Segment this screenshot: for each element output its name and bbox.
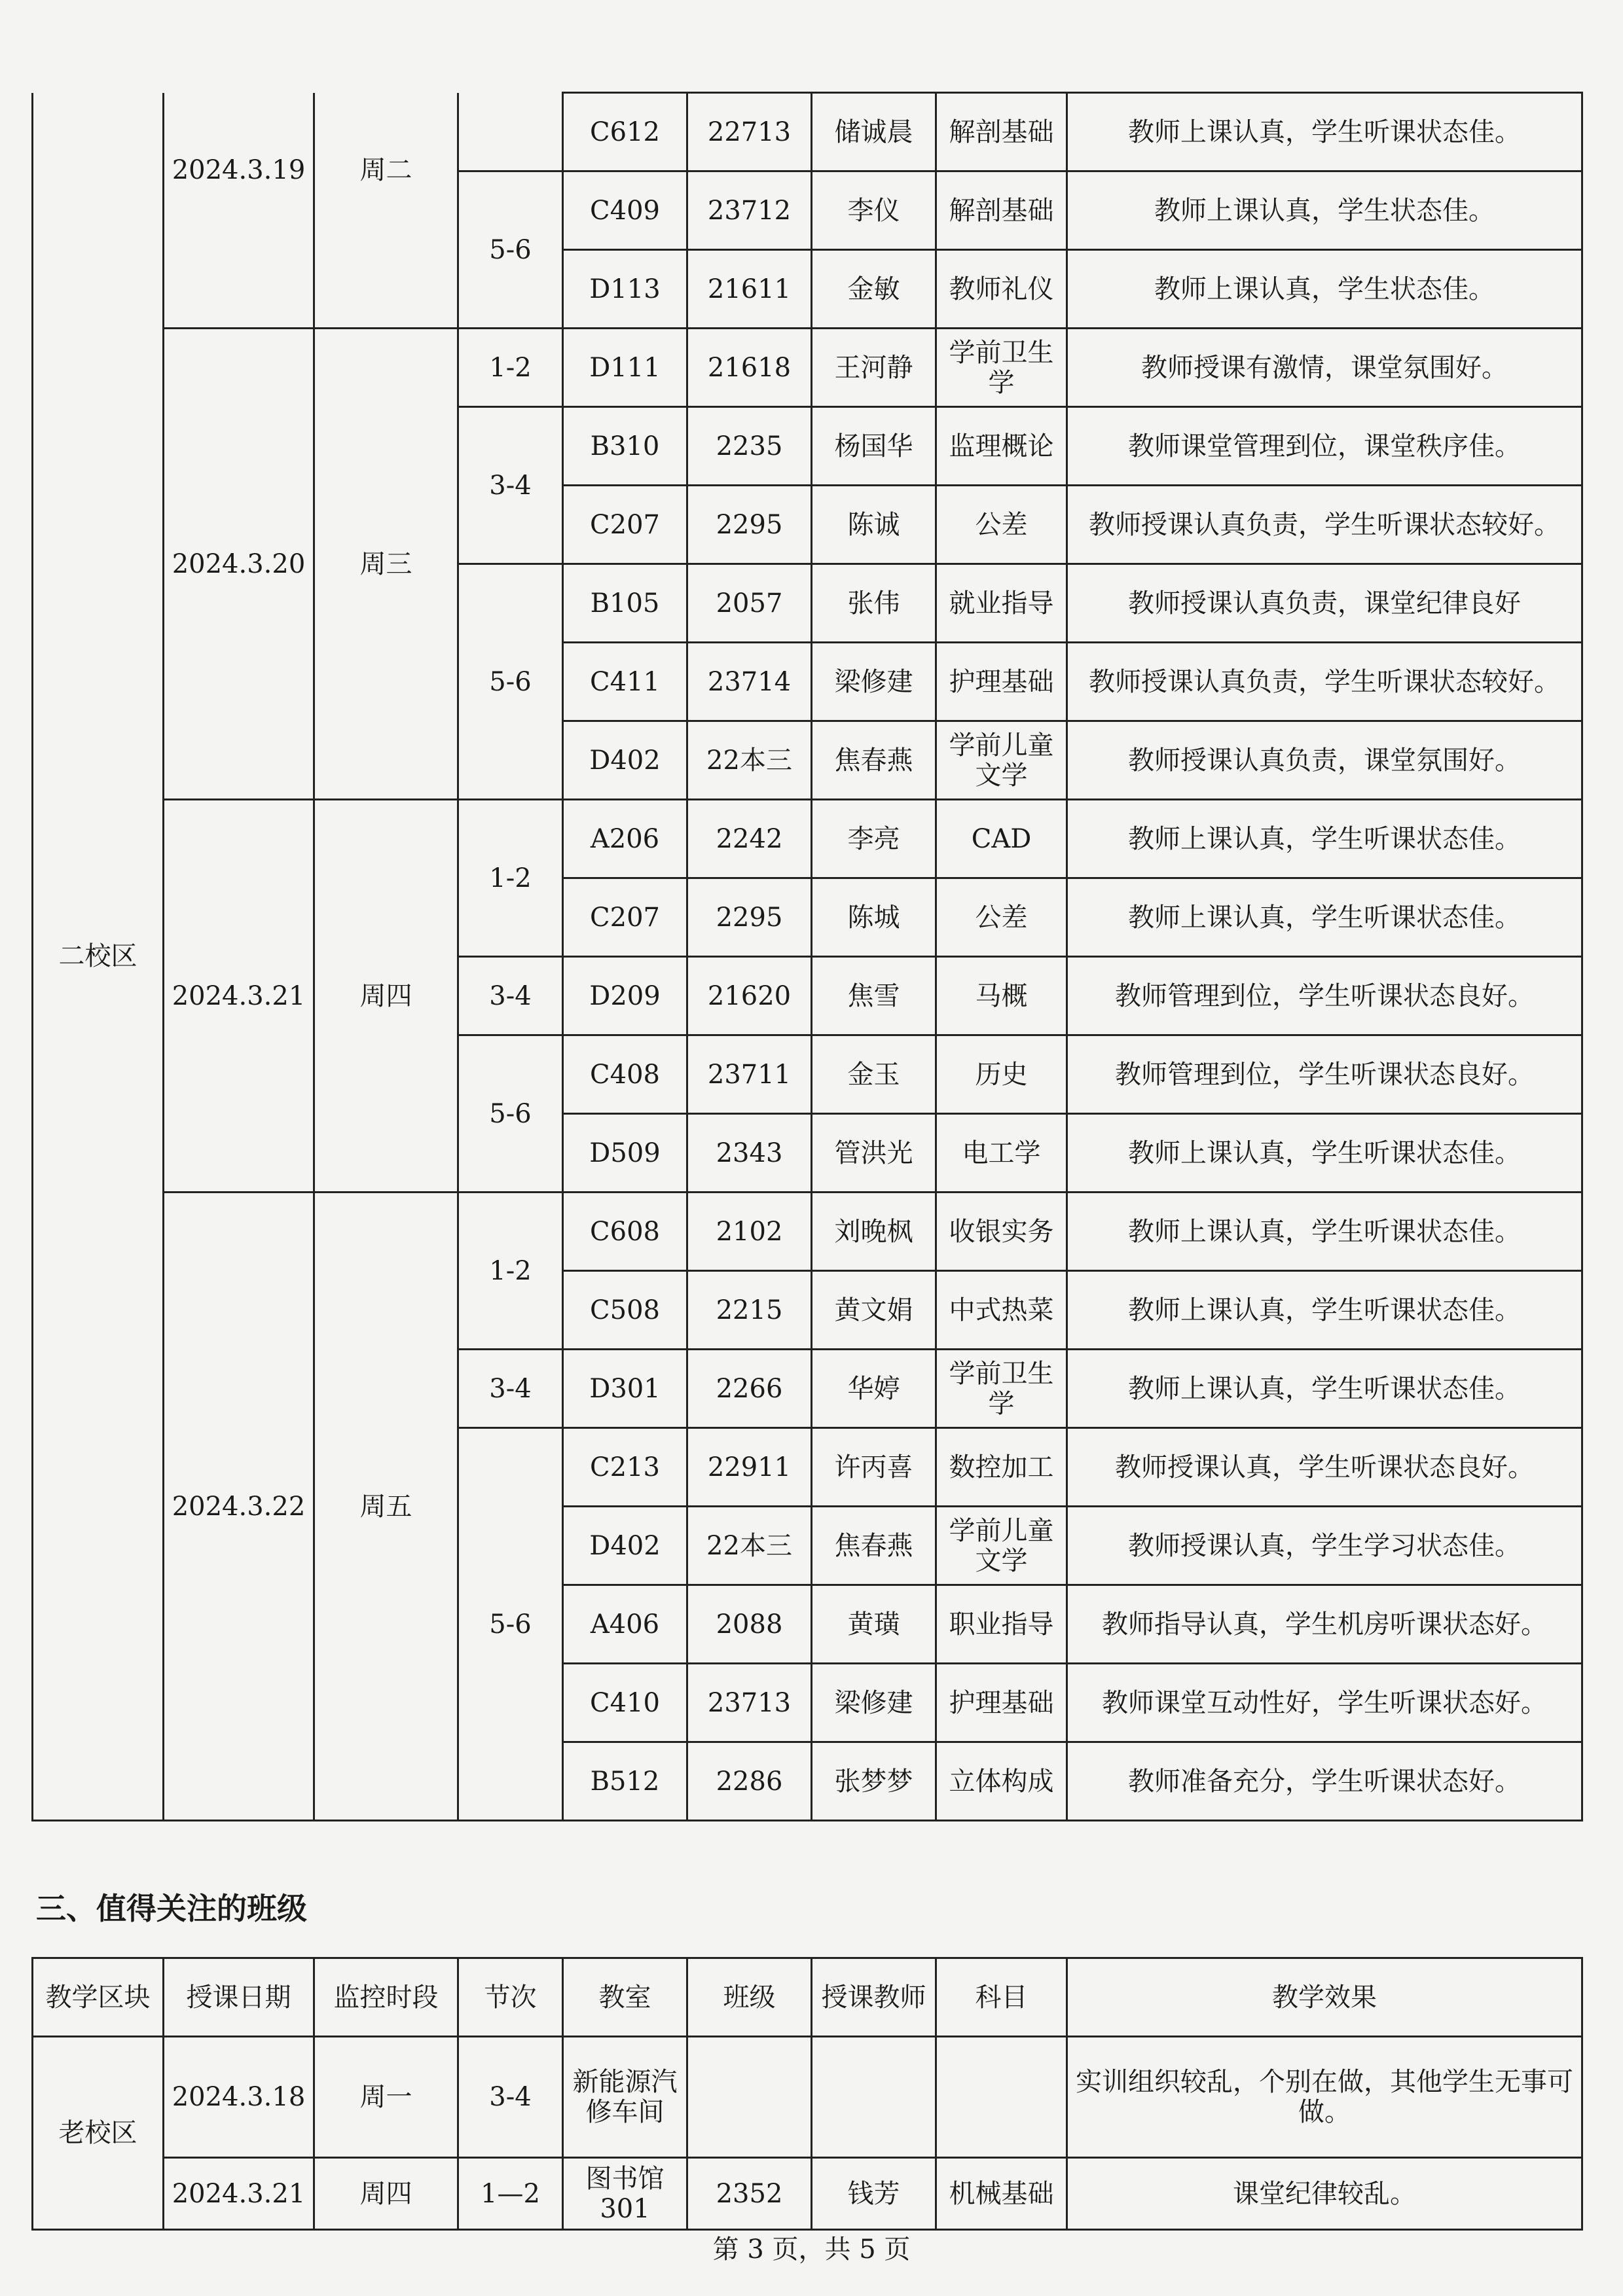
campus-cell: 老校区: [33, 2037, 164, 2230]
teacher-cell: 钱芳: [812, 2158, 936, 2230]
table-row: [33, 2158, 1582, 2230]
subject-cell: 学前卫生学: [936, 329, 1067, 407]
subject-cell: 马概: [936, 957, 1067, 1035]
class-cell: 22911: [687, 1428, 812, 1507]
subject-cell: 教师礼仪: [936, 250, 1067, 329]
effect-cell: 教师授课认真负责，学生听课状态较好。: [1067, 643, 1582, 721]
period-cell: 5-6: [458, 564, 563, 800]
class-cell: 2088: [687, 1585, 812, 1664]
effect-cell: 教师上课认真，学生状态佳。: [1067, 171, 1582, 250]
room-cell: A406: [563, 1585, 687, 1664]
effect-cell: 教师课堂管理到位，课堂秩序佳。: [1067, 407, 1582, 486]
subject-cell: 收银实务: [936, 1193, 1067, 1271]
class-cell: 2343: [687, 1114, 812, 1193]
subject-cell: 中式热菜: [936, 1271, 1067, 1350]
teacher-cell: 李仪: [812, 171, 936, 250]
subject-cell: 学前儿童文学: [936, 721, 1067, 800]
effect-cell: 教师授课有激情，课堂氛围好。: [1067, 329, 1582, 407]
class-cell: 2235: [687, 407, 812, 486]
teacher-cell: 许丙喜: [812, 1428, 936, 1507]
weekday-cell: 周三: [314, 329, 458, 800]
effect-cell: 教师授课认真负责，课堂氛围好。: [1067, 721, 1582, 800]
room-cell: C612: [563, 93, 687, 171]
date-cell: 2024.3.22: [164, 1193, 314, 1821]
room-cell: C408: [563, 1035, 687, 1114]
effect-cell: 实训组织较乱，个别在做，其他学生无事可做。: [1067, 2037, 1582, 2158]
period-cell: 1-2: [458, 800, 563, 957]
effect-cell: 教师上课认真，学生状态佳。: [1067, 250, 1582, 329]
subject-cell: [936, 2037, 1067, 2158]
room-cell: C207: [563, 878, 687, 957]
room-cell: D111: [563, 329, 687, 407]
teacher-cell: 管洪光: [812, 1114, 936, 1193]
subject-cell: 数控加工: [936, 1428, 1067, 1507]
class-cell: 23711: [687, 1035, 812, 1114]
class-cell: 2102: [687, 1193, 812, 1271]
subject-cell: 公差: [936, 486, 1067, 564]
teacher-cell: 刘晚枫: [812, 1193, 936, 1271]
class-cell: 22本三: [687, 1507, 812, 1585]
table-row: [33, 1193, 1582, 1271]
section-title: 三、值得关注的班级: [36, 1891, 307, 1926]
date-cell: 2024.3.21: [164, 800, 314, 1193]
effect-cell: 教师授课认真负责，课堂纪律良好: [1067, 564, 1582, 643]
subject-cell: 护理基础: [936, 643, 1067, 721]
period-cell: 5-6: [458, 1035, 563, 1193]
effect-cell: 教师上课认真，学生听课状态佳。: [1067, 1193, 1582, 1271]
subject-cell: 电工学: [936, 1114, 1067, 1193]
class-cell: 2352: [687, 2158, 812, 2230]
teacher-cell: 陈城: [812, 878, 936, 957]
column-header: 教学效果: [1067, 1958, 1582, 2037]
subject-cell: 护理基础: [936, 1664, 1067, 1742]
room-cell: 新能源汽修车间: [563, 2037, 687, 2158]
teacher-cell: 焦雪: [812, 957, 936, 1035]
room-cell: B512: [563, 1742, 687, 1821]
teacher-cell: [812, 2037, 936, 2158]
subject-cell: 立体构成: [936, 1742, 1067, 1821]
subject-cell: 解剖基础: [936, 171, 1067, 250]
class-cell: 2295: [687, 878, 812, 957]
room-cell: C411: [563, 643, 687, 721]
period-cell: 1—2: [458, 2158, 563, 2230]
column-header: 监控时段: [314, 1958, 458, 2037]
subject-cell: 公差: [936, 878, 1067, 957]
column-header: 授课教师: [812, 1958, 936, 2037]
weekday-cell: 周五: [314, 1193, 458, 1821]
weekday-cell: 周二: [314, 93, 458, 329]
effect-cell: 教师授课认真，学生听课状态良好。: [1067, 1428, 1582, 1507]
weekday-cell: 周一: [314, 2037, 458, 2158]
page-footer: 第 3 页，共 5 页: [712, 2234, 911, 2265]
period-cell: 3-4: [458, 957, 563, 1035]
date-cell: 2024.3.21: [164, 2158, 314, 2230]
room-cell: D209: [563, 957, 687, 1035]
subject-cell: 就业指导: [936, 564, 1067, 643]
effect-cell: 教师上课认真，学生听课状态佳。: [1067, 93, 1582, 171]
date-cell: 2024.3.20: [164, 329, 314, 800]
room-cell: C410: [563, 1664, 687, 1742]
room-cell: D301: [563, 1350, 687, 1428]
subject-cell: 解剖基础: [936, 93, 1067, 171]
period-cell: 1-2: [458, 1193, 563, 1350]
teacher-cell: 金敏: [812, 250, 936, 329]
table-row: [33, 329, 1582, 407]
column-header: 班级: [687, 1958, 812, 2037]
period-cell: 5-6: [458, 171, 563, 329]
effect-cell: 教师指导认真，学生机房听课状态好。: [1067, 1585, 1582, 1664]
teacher-cell: 储诚晨: [812, 93, 936, 171]
subject-cell: 监理概论: [936, 407, 1067, 486]
effect-cell: 教师上课认真，学生听课状态佳。: [1067, 878, 1582, 957]
room-cell: C207: [563, 486, 687, 564]
class-cell: 2242: [687, 800, 812, 878]
effect-cell: 教师上课认真，学生听课状态佳。: [1067, 800, 1582, 878]
teacher-cell: 陈诚: [812, 486, 936, 564]
room-cell: C508: [563, 1271, 687, 1350]
date-cell: 2024.3.19: [164, 93, 314, 329]
class-cell: 23713: [687, 1664, 812, 1742]
column-header: 教学区块: [33, 1958, 164, 2037]
subject-cell: 学前儿童文学: [936, 1507, 1067, 1585]
class-cell: 23714: [687, 643, 812, 721]
subject-cell: 历史: [936, 1035, 1067, 1114]
teacher-cell: 黄璜: [812, 1585, 936, 1664]
class-cell: 2266: [687, 1350, 812, 1428]
teacher-cell: 梁修建: [812, 1664, 936, 1742]
campus-cell: 二校区: [33, 93, 164, 1821]
attention-table: [31, 1957, 1583, 2231]
period-cell: 3-4: [458, 2037, 563, 2158]
table-row: [33, 93, 1582, 171]
teacher-cell: 王河静: [812, 329, 936, 407]
date-cell: 2024.3.18: [164, 2037, 314, 2158]
room-cell: 图书馆301: [563, 2158, 687, 2230]
class-cell: 23712: [687, 171, 812, 250]
effect-cell: 教师上课认真，学生听课状态佳。: [1067, 1350, 1582, 1428]
room-cell: B105: [563, 564, 687, 643]
subject-cell: 职业指导: [936, 1585, 1067, 1664]
class-cell: 2295: [687, 486, 812, 564]
effect-cell: 课堂纪律较乱。: [1067, 2158, 1582, 2230]
period-cell: 3-4: [458, 407, 563, 564]
column-header: 教室: [563, 1958, 687, 2037]
effect-cell: 教师准备充分，学生听课状态好。: [1067, 1742, 1582, 1821]
table-header-row: [33, 1958, 1582, 2037]
class-cell: 22本三: [687, 721, 812, 800]
teacher-cell: 李亮: [812, 800, 936, 878]
teacher-cell: 张梦梦: [812, 1742, 936, 1821]
subject-cell: 机械基础: [936, 2158, 1067, 2230]
effect-cell: 教师授课认真，学生学习状态佳。: [1067, 1507, 1582, 1585]
room-cell: D113: [563, 250, 687, 329]
weekday-cell: 周四: [314, 800, 458, 1193]
period-cell: 1-2: [458, 329, 563, 407]
room-cell: C608: [563, 1193, 687, 1271]
room-cell: B310: [563, 407, 687, 486]
room-cell: D402: [563, 1507, 687, 1585]
class-cell: 2057: [687, 564, 812, 643]
class-cell: [687, 2037, 812, 2158]
period-cell: [458, 93, 563, 171]
teacher-cell: 焦春燕: [812, 721, 936, 800]
class-cell: 2215: [687, 1271, 812, 1350]
teacher-cell: 梁修建: [812, 643, 936, 721]
table-row: [33, 2037, 1582, 2158]
period-cell: 3-4: [458, 1350, 563, 1428]
effect-cell: 教师授课认真负责，学生听课状态较好。: [1067, 486, 1582, 564]
class-cell: 21611: [687, 250, 812, 329]
class-cell: 21618: [687, 329, 812, 407]
teacher-cell: 黄文娟: [812, 1271, 936, 1350]
room-cell: D509: [563, 1114, 687, 1193]
teacher-cell: 金玉: [812, 1035, 936, 1114]
inspection-table: [31, 92, 1583, 1821]
class-cell: 21620: [687, 957, 812, 1035]
teacher-cell: 杨国华: [812, 407, 936, 486]
effect-cell: 教师上课认真，学生听课状态佳。: [1067, 1271, 1582, 1350]
column-header: 授课日期: [164, 1958, 314, 2037]
room-cell: C409: [563, 171, 687, 250]
effect-cell: 教师管理到位，学生听课状态良好。: [1067, 957, 1582, 1035]
weekday-cell: 周四: [314, 2158, 458, 2230]
effect-cell: 教师课堂互动性好，学生听课状态好。: [1067, 1664, 1582, 1742]
effect-cell: 教师管理到位，学生听课状态良好。: [1067, 1035, 1582, 1114]
class-cell: 2286: [687, 1742, 812, 1821]
column-header: 科目: [936, 1958, 1067, 2037]
column-header: 节次: [458, 1958, 563, 2037]
class-cell: 22713: [687, 93, 812, 171]
room-cell: D402: [563, 721, 687, 800]
teacher-cell: 张伟: [812, 564, 936, 643]
room-cell: A206: [563, 800, 687, 878]
subject-cell: 学前卫生学: [936, 1350, 1067, 1428]
table-row: [33, 800, 1582, 878]
subject-cell: CAD: [936, 800, 1067, 878]
teacher-cell: 华婷: [812, 1350, 936, 1428]
teacher-cell: 焦春燕: [812, 1507, 936, 1585]
effect-cell: 教师上课认真，学生听课状态佳。: [1067, 1114, 1582, 1193]
period-cell: 5-6: [458, 1428, 563, 1821]
room-cell: C213: [563, 1428, 687, 1507]
